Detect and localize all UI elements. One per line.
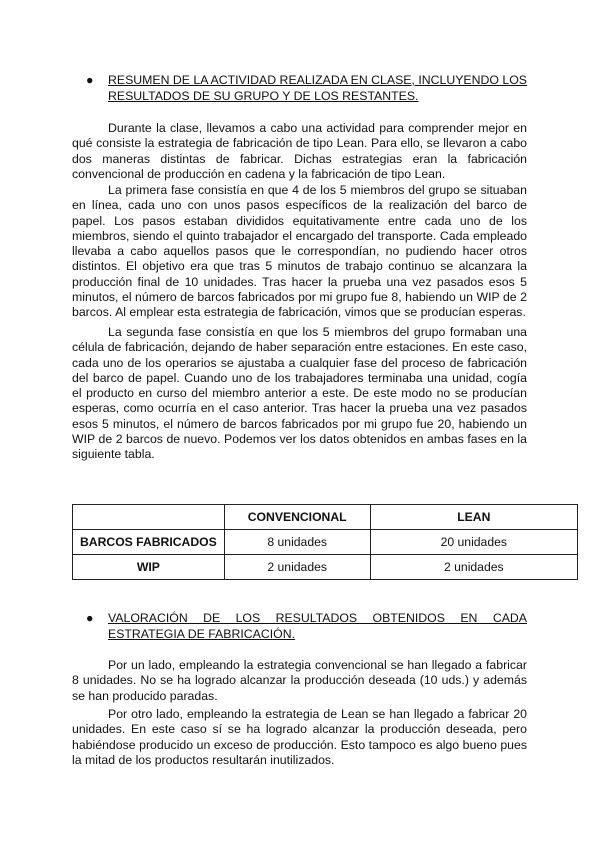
section-heading-evaluation (86, 610, 527, 642)
paragraph-phase-one: La primera fase consistía en que 4 de los 5 miembros del grupo se situaban en línea, cada uno con unos pasos específicos de la realización del barco de papel. Los pasos estaban divididos equitativamente entre cada uno de los miembros, siendo el quinto trabajador el encargado del transporte. Cada empleado llevaba a cabo aquellos pasos que le correspondían, no pudiendo hacer otros distintos. El objetivo era que tras 5 minutos de trabajo continuo se alcanzara la producción final de 10 unidades. Tras hacer la prueba una vez pasados esos 5 minutos, el número de barcos fabricados por mi grupo fue 8, habiendo un WIP de 2 barcos. Al emplear esta estrategia de fabricación, vimos que se producían esperas. (72, 183, 527, 320)
results-table (72, 504, 578, 580)
section-heading-text: VALORACIÓN DE LOS RESULTADOS OBTENIDOS EN CADA ESTRATEGIA DE FABRICACIÓN. (108, 611, 527, 641)
bullet-marker: ● (86, 611, 94, 625)
table-row-label: BARCOS FABRICADOS (73, 530, 225, 555)
table-cell: 2 unidades (370, 555, 577, 580)
paragraph-conventional-result: Por un lado, empleando la estrategia convencional se han llegado a fabricar 8 unidades. No se ha logrado alcanzar la producción deseada (10 uds.) y además se han producido paradas. (72, 658, 527, 703)
table-header-cell (73, 505, 225, 530)
table-row (73, 555, 578, 580)
section-heading-text: RESUMEN DE LA ACTIVIDAD REALIZADA EN CLASE, INCLUYENDO LOS RESULTADOS DE SU GRUPO Y DE LOS RESTANTES. (108, 73, 527, 103)
table-cell: 8 unidades (224, 530, 370, 555)
table-cell: 2 unidades (224, 555, 370, 580)
paragraph-lean-result: Por otro lado, empleando la estrategia de Lean se han llegado a fabricar 20 unidades. En este caso sí se ha logrado alcanzar la producción deseada, pero habiéndose producido un exceso de producción. Esto tampoco es algo bueno pues la mitad de los productos resultarán inutilizados. (72, 707, 527, 767)
table-row (73, 530, 578, 555)
table-header-cell: CONVENCIONAL (224, 505, 370, 530)
bullet-marker: ● (86, 73, 94, 87)
table-header-cell: LEAN (370, 505, 577, 530)
table-header-row (73, 505, 578, 530)
paragraph-intro: Durante la clase, llevamos a cabo una actividad para comprender mejor en qué consiste la estrategia de fabricación de tipo Lean. Para ello, se llevaron a cabo dos maneras distintas de fabricar. Dichas estrategias eran la fabricación convencional de producción en cadena y la fabricación de tipo Lean. (72, 121, 527, 181)
paragraph-phase-two: La segunda fase consistía en que los 5 miembros del grupo formaban una célula de fabricación, dejando de haber separación entre estaciones. En este caso, cada uno de los operarios se ajustaba a cualquier fase del proceso de fabricación del barco de papel. Cuando uno de los trabajadores terminaba una unidad, cogía el producto en curso del miembro anterior a este. De este modo no se producían esperas, como ocurría en el caso anterior. Tras hacer la prueba una vez pasados esos 5 minutos, el número de barcos fabricados por mi grupo fue 20, habiendo un WIP de 2 barcos de nuevo. Podemos ver los datos obtenidos en ambas fases en la siguiente tabla. (72, 325, 527, 462)
section-heading-summary (86, 72, 527, 104)
table-row-label: WIP (73, 555, 225, 580)
table-cell: 20 unidades (370, 530, 577, 555)
